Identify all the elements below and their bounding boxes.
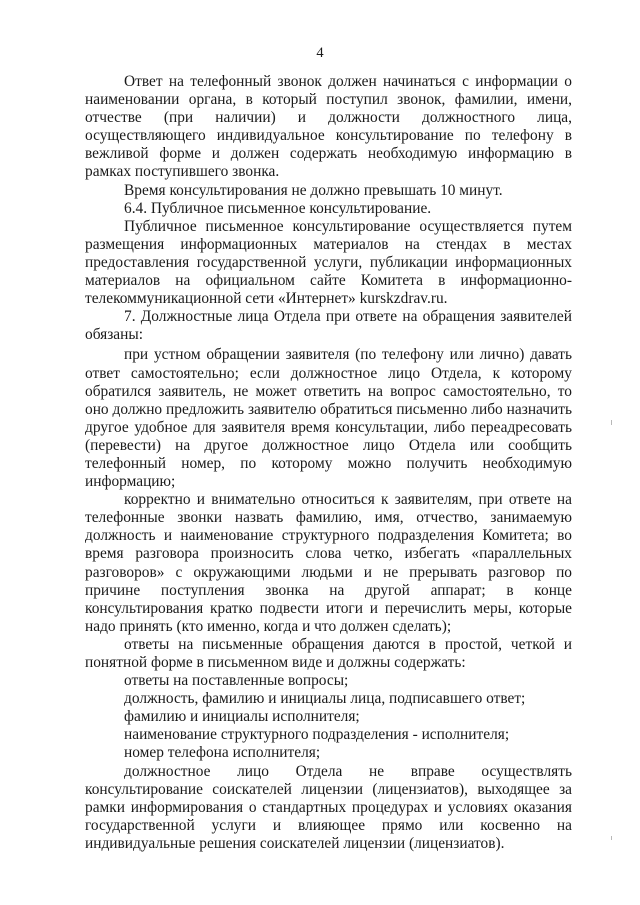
page-number: 4 xyxy=(316,45,324,61)
list-item-signatory: должность, фамилию и инициалы лица, подписавшего ответ; xyxy=(124,690,526,708)
paragraph-section-6-4: 6.4. Публичное письменное консультирование. xyxy=(124,199,432,217)
list-item-executor-phone: номер телефона исполнителя; xyxy=(124,744,321,762)
paragraph-written-answers: ответы на письменные обращения даются в простой, четкой и понятной форме в письменном виде и должны содержать: xyxy=(85,635,572,671)
scan-edge-mark-top xyxy=(611,420,612,425)
paragraph-oral-request: при устном обращении заявителя (по телефону или лично) давать ответ самостоятельно; если должностное лицо Отдела, к которому обратился заявитель, не может ответить на вопрос самостоятельно, то оно должно предложить заявителю обратиться письменно либо назначить другое удобное для заявителя время консультации, либо переадресовать (перевести) на другое должностное лицо Отдела или сообщить телефонный номер, по которому можно получить необходимую информацию; xyxy=(85,346,572,491)
paragraph-public-consulting: Публичное письменное консультирование осуществляется путем размещения информационных материалов на стендах в местах предоставления государственной услуги, публикации информационных материалов на официальном сайте Комитета в информационно-телекоммуникационной сети «Интернет» kurskzdrav.ru. xyxy=(85,217,572,308)
paragraph-consult-time: Время консультирования не должно превышать 10 минут. xyxy=(124,181,503,199)
body-text xyxy=(85,73,572,853)
paragraph-section-7: 7. Должностные лица Отдела при ответе на обращения заявителей обязаны: xyxy=(85,308,572,344)
paragraph-courtesy: корректно и внимательно относиться к заявителям, при ответе на телефонные звонки назвать фамилию, имя, отчество, занимаемую должность и наименование структурного подразделения Комитета; во время разговора произносить слова четко, избегать «параллельных разговоров» с окружающими людьми и не прерывать разговор по причине поступления звонка на другой аппарат; в конце консультирования кратко подвести итоги и перечислить меры, которые надо принять (кто именно, когда и что должен сделать); xyxy=(85,491,572,635)
list-item-executor-name: фамилию и инициалы исполнителя; xyxy=(124,708,360,726)
scan-edge-mark-bottom xyxy=(611,836,612,840)
list-item-answers: ответы на поставленные вопросы; xyxy=(124,672,349,690)
paragraph-phone-call: Ответ на телефонный звонок должен начинаться с информации о наименовании органа, в который поступил звонок, фамилии, имени, отчестве (при наличии) и должности должностного лица, осуществляющего индивидуальное консультирование по телефону в вежливой форме и должен содержать необходимую информацию в рамках поступившего звонка. xyxy=(85,73,572,181)
list-item-executor-unit: наименование структурного подразделения - исполнителя; xyxy=(124,726,510,744)
paragraph-licensing-restriction: должностное лицо Отдела не вправе осуществлять консультирование соискателей лицензии (лицензиатов), выходящее за рамки информирования о стандартных процедурах и условиях оказания государственной услуги и влияющее прямо или косвенно на индивидуальные решения соискателей лицензии (лицензиатов). xyxy=(85,762,572,852)
